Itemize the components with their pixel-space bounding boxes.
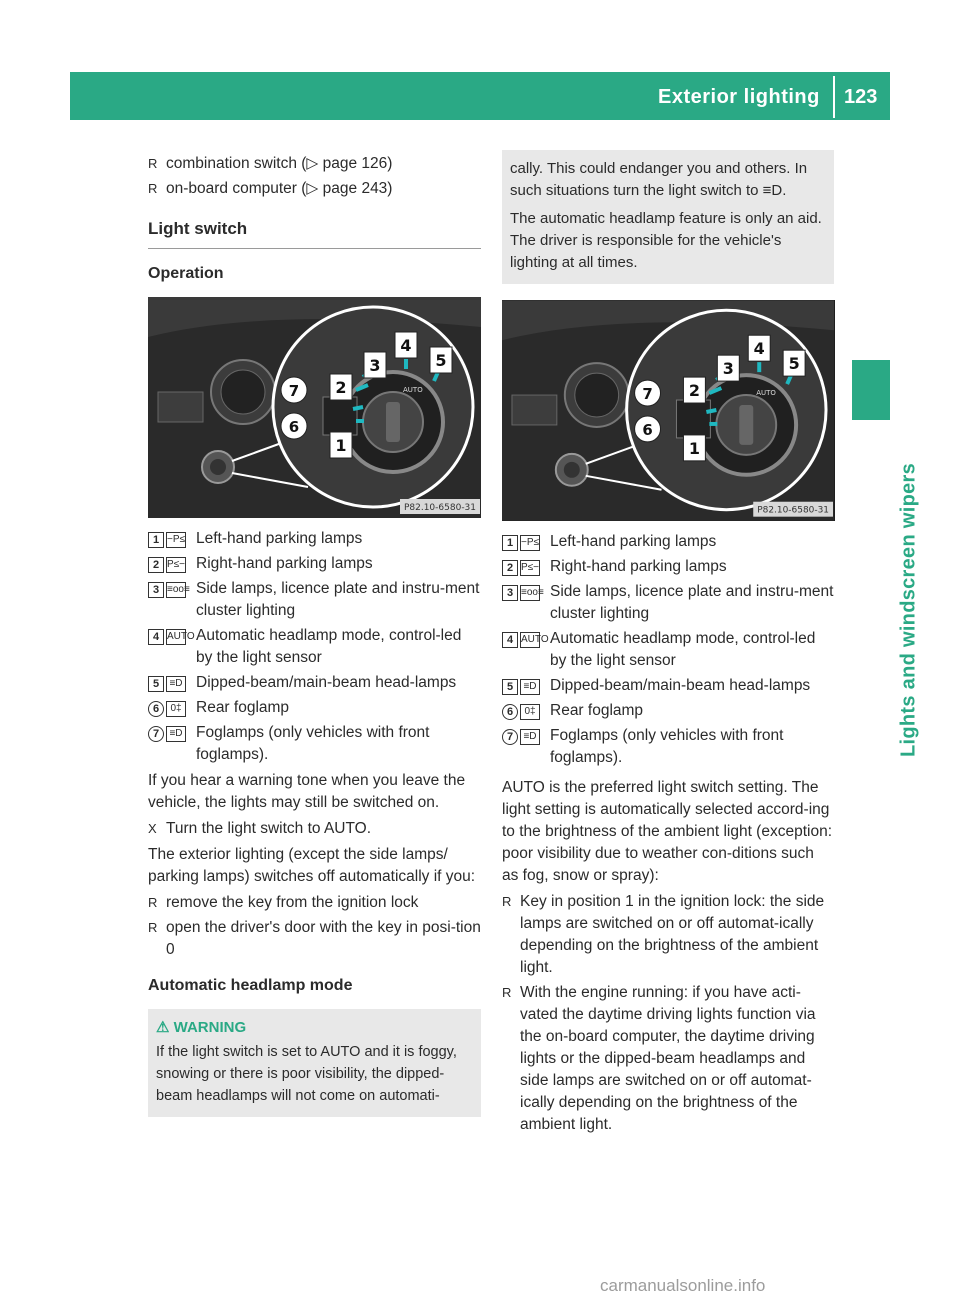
page-number: 123 bbox=[844, 86, 878, 108]
right-column bbox=[502, 150, 834, 1139]
legend bbox=[502, 531, 834, 769]
legend-item: 6 0‡ Rear foglamp bbox=[502, 700, 834, 722]
dashboard-illustration bbox=[502, 300, 834, 521]
warning-continuation bbox=[502, 150, 834, 284]
warning-title: ⚠ WARNING bbox=[156, 1019, 247, 1036]
legend-item: 3 ≡oo≡ Side lamps, licence plate and instru-ment cluster lighting bbox=[502, 581, 834, 625]
light-switch-figure bbox=[148, 297, 481, 518]
legend-item: 2 P≤− Right-hand parking lamps bbox=[502, 556, 834, 578]
legend-item: 2 P≤− Right-hand parking lamps bbox=[148, 553, 481, 575]
bullet-icon: R bbox=[502, 985, 512, 1000]
legend-item: 4 AUTO Automatic headlamp mode, control-led by the light sensor bbox=[148, 625, 481, 669]
paragraph: AUTO is the preferred light switch setting. The light setting is automatically selected accord-ing to the brightness of the ambient light (exception: poor visibility due to weather con-ditions such as fog, snow or spray): bbox=[502, 779, 833, 884]
parking-lamp-right-icon: P≤− bbox=[520, 560, 540, 576]
side-lamp-icon: ≡oo≡ bbox=[166, 582, 186, 598]
bullet-icon: R bbox=[148, 181, 158, 196]
warning-text: cally. This could endanger you and others. In such situations turn the light switch to ≡D. bbox=[510, 160, 808, 199]
legend-item: 7 ≡D Foglamps (only vehicles with front foglamps). bbox=[148, 722, 481, 766]
svg-text:P82.10-6580-31: P82.10-6580-31 bbox=[757, 505, 830, 516]
instruction-step: X Turn the light switch to AUTO. bbox=[148, 818, 481, 840]
side-tab-marker bbox=[852, 360, 890, 420]
list-item: R With the engine running: if you have acti-vated the daytime driving lights function via the on-board computer, the daytime driving lights or the dipped-beam headlamps and side lamps are switched on or off automat-ically depending on the brightness of the ambient light. bbox=[502, 984, 816, 1133]
foglamp-icon: ≡D bbox=[520, 729, 540, 745]
warning-box bbox=[148, 1009, 481, 1117]
svg-text:7: 7 bbox=[288, 382, 300, 400]
svg-text:6: 6 bbox=[288, 418, 300, 436]
legend-item: 4 AUTO Automatic headlamp mode, control-led by the light sensor bbox=[502, 628, 834, 672]
foglamp-icon: ≡D bbox=[166, 726, 186, 742]
rear-foglamp-icon: 0‡ bbox=[520, 704, 540, 720]
svg-text:7: 7 bbox=[642, 385, 653, 404]
paragraph: The exterior lighting (except the side lamps/ parking lamps) switches off automatically if you: bbox=[148, 846, 476, 885]
list-item: R combination switch (▷ page 126) bbox=[148, 153, 481, 175]
legend-item: 1 −P≤ Left-hand parking lamps bbox=[502, 531, 834, 553]
arrow-icon: X bbox=[148, 821, 157, 836]
warning-icon: ⚠ bbox=[156, 1019, 174, 1036]
legend bbox=[148, 528, 481, 766]
rear-foglamp-icon: 0‡ bbox=[166, 701, 186, 717]
svg-text:4: 4 bbox=[400, 336, 412, 355]
bullet-icon: R bbox=[148, 156, 158, 171]
svg-text:5: 5 bbox=[435, 351, 447, 370]
list-item: R on-board computer (▷ page 243) bbox=[148, 178, 481, 200]
page-title: Exterior lighting bbox=[658, 86, 820, 108]
side-lamp-icon: ≡oo≡ bbox=[520, 585, 540, 601]
list-item: R Key in position 1 in the ignition lock: the side lamps are switched on or off automat-ically depending on the brightness of the ambient light. bbox=[502, 893, 825, 976]
left-column bbox=[148, 150, 481, 1117]
svg-text:6: 6 bbox=[642, 420, 653, 439]
dipped-beam-icon: ≡D bbox=[520, 679, 540, 695]
legend-item: 5 ≡D Dipped-beam/main-beam head-lamps bbox=[148, 672, 481, 694]
svg-text:3: 3 bbox=[722, 359, 734, 379]
legend-item: 5 ≡D Dipped-beam/main-beam head-lamps bbox=[502, 675, 834, 697]
watermark: carmanualsonline.info bbox=[600, 1276, 766, 1295]
warning-text: If the light switch is set to AUTO and it is foggy, snowing or there is poor visibility, the dipped-beam headlamps will not come on automati- bbox=[156, 1044, 457, 1104]
bullet-icon: R bbox=[502, 894, 512, 909]
list-item: R remove the key from the ignition lock bbox=[148, 892, 481, 914]
auto-icon: AUTO bbox=[520, 632, 540, 648]
svg-text:AUTO: AUTO bbox=[403, 386, 423, 394]
header-divider bbox=[833, 76, 835, 118]
side-tab-label: Lights and windscreen wipers bbox=[897, 463, 920, 758]
dipped-beam-icon: ≡D bbox=[166, 676, 186, 692]
svg-text:2: 2 bbox=[688, 381, 700, 401]
paragraph: If you hear a warning tone when you leave the vehicle, the lights may still be switched on. bbox=[148, 772, 466, 811]
auto-heading: Automatic headlamp mode bbox=[148, 977, 353, 994]
dashboard-illustration bbox=[148, 297, 481, 518]
section-title: Light switch bbox=[148, 218, 481, 249]
svg-text:P82.10-6580-31: P82.10-6580-31 bbox=[403, 503, 477, 513]
svg-text:1: 1 bbox=[688, 438, 700, 458]
auto-icon: AUTO bbox=[166, 629, 186, 645]
legend-item: 1 −P≤ Left-hand parking lamps bbox=[148, 528, 481, 550]
bullet-icon: R bbox=[148, 920, 158, 935]
parking-lamp-right-icon: P≤− bbox=[166, 557, 186, 573]
light-switch-figure bbox=[502, 300, 835, 521]
legend-item: 7 ≡D Foglamps (only vehicles with front foglamps). bbox=[502, 725, 834, 769]
svg-text:1: 1 bbox=[335, 436, 347, 455]
parking-lamp-left-icon: −P≤ bbox=[520, 535, 540, 551]
legend-item: 3 ≡oo≡ Side lamps, licence plate and instru-ment cluster lighting bbox=[148, 578, 481, 622]
svg-text:AUTO: AUTO bbox=[756, 389, 776, 398]
list-item: R open the driver's door with the key in posi-tion 0 bbox=[148, 919, 481, 958]
warning-text: The automatic headlamp feature is only an aid. The driver is responsible for the vehicle's lighting at all times. bbox=[510, 210, 822, 271]
operation-heading: Operation bbox=[148, 265, 224, 282]
svg-text:5: 5 bbox=[788, 354, 800, 374]
svg-text:2: 2 bbox=[335, 378, 347, 397]
svg-text:3: 3 bbox=[369, 356, 381, 375]
bullet-icon: R bbox=[148, 895, 158, 910]
parking-lamp-left-icon: −P≤ bbox=[166, 532, 186, 548]
legend-item: 6 0‡ Rear foglamp bbox=[148, 697, 481, 719]
svg-text:4: 4 bbox=[753, 339, 765, 359]
